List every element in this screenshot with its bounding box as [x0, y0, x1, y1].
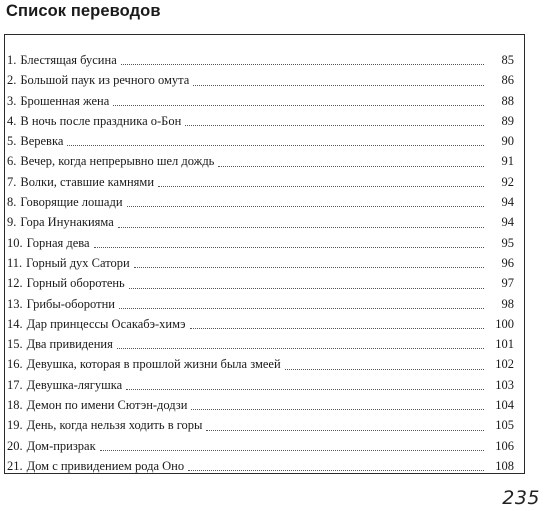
toc-entry: [7, 415, 514, 435]
toc-entry: [7, 456, 514, 476]
entry-page: 105: [495, 418, 514, 433]
entry-page: 92: [501, 174, 514, 189]
entry-page: 96: [501, 255, 514, 270]
entry-page: 102: [495, 357, 514, 372]
dot-leader: [185, 125, 484, 126]
entry-title: Грибы-оборотни: [26, 296, 115, 311]
toc-entry: [7, 314, 514, 334]
entry-title: Блестящая бусина: [20, 53, 117, 67]
entry-number: 18.: [7, 398, 23, 413]
entry-page: 95: [501, 235, 514, 250]
entry-title: Брошенная жена: [20, 93, 110, 108]
entry-number: 12.: [7, 276, 23, 291]
toc-entry: [7, 253, 514, 273]
entry-page: 97: [501, 276, 514, 291]
entry-page: 91: [501, 154, 514, 169]
toc-entry: [7, 50, 514, 70]
dot-leader: [118, 227, 484, 228]
dot-leader: [126, 389, 484, 390]
entry-number: 4.: [7, 113, 17, 128]
page-number: 235: [502, 487, 540, 509]
entry-title: Гора Инунакияма: [20, 215, 114, 230]
entry-page: 98: [501, 296, 514, 311]
dot-leader: [119, 308, 484, 309]
entry-title: Волки, ставшие камнями: [20, 174, 155, 189]
toc-entry: [7, 334, 514, 354]
entry-title: Дом-призрак: [26, 438, 96, 453]
entry-number: 9.: [7, 215, 17, 230]
toc-entry: [7, 354, 514, 374]
entry-title: Девушка, которая в прошлой жизни была змеей: [26, 357, 281, 372]
toc-entry: [7, 91, 514, 111]
entry-title: В ночь после праздника о-Бон: [20, 113, 182, 128]
toc-entry: [7, 375, 514, 395]
toc-entry: [7, 151, 514, 171]
entry-number: 11.: [7, 255, 23, 270]
entry-page: 85: [501, 53, 514, 67]
entry-page: 94: [501, 215, 514, 230]
entry-number: 20.: [7, 438, 23, 453]
dot-leader: [218, 166, 484, 167]
entry-number: 8.: [7, 195, 17, 210]
entry-page: 86: [501, 73, 514, 88]
dot-leader: [188, 470, 484, 471]
entry-title: Дар принцессы Осакабэ-химэ: [26, 316, 186, 331]
page-heading: Список переводов: [6, 2, 161, 20]
entry-number: 2.: [7, 73, 17, 88]
entry-page: 89: [501, 113, 514, 128]
entry-page: 106: [495, 438, 514, 453]
toc-entry: [7, 172, 514, 192]
entry-number: 16.: [7, 357, 23, 372]
dot-leader: [134, 267, 484, 268]
toc-entry: [7, 436, 514, 456]
dot-leader: [127, 206, 484, 207]
entry-number: 6.: [7, 154, 17, 169]
dot-leader: [129, 288, 484, 289]
entry-title: Дом с привидением рода Оно: [26, 458, 185, 473]
entry-title: Демон по имени Сютэн-додзи: [26, 398, 188, 413]
entry-page: 94: [501, 195, 514, 210]
toc-entry: [7, 273, 514, 293]
entry-title: Горный дух Сатори: [26, 255, 130, 270]
entry-page: 100: [495, 316, 514, 331]
dot-leader: [67, 145, 484, 146]
toc-entry: [7, 192, 514, 212]
entry-title: Вечер, когда непрерывно шел дождь: [20, 154, 215, 169]
dot-leader: [206, 430, 484, 431]
entry-number: 13.: [7, 296, 23, 311]
entry-page: 108: [495, 458, 514, 473]
entry-number: 1.: [7, 53, 17, 67]
entry-title: Веревка: [20, 134, 64, 149]
dot-leader: [285, 369, 484, 370]
dot-leader: [121, 64, 484, 65]
dot-leader: [190, 328, 484, 329]
dot-leader: [191, 409, 484, 410]
entry-number: 5.: [7, 134, 17, 149]
entry-number: 7.: [7, 174, 17, 189]
entry-title: Большой паук из речного омута: [20, 73, 190, 88]
entry-title: Горный оборотень: [26, 276, 125, 291]
entry-page: 104: [495, 398, 514, 413]
entry-title: Горная дева: [26, 235, 90, 250]
entry-number: 14.: [7, 316, 23, 331]
table-of-contents: [7, 50, 514, 476]
entry-number: 21.: [7, 458, 23, 473]
dot-leader: [117, 348, 484, 349]
dot-leader: [113, 105, 484, 106]
entry-number: 17.: [7, 377, 23, 392]
entry-title: День, когда нельзя ходить в горы: [26, 418, 203, 433]
entry-number: 3.: [7, 93, 17, 108]
entry-page: 90: [501, 134, 514, 149]
entry-title: Говорящие лошади: [20, 195, 123, 210]
dot-leader: [193, 85, 484, 86]
entry-page: 101: [495, 337, 514, 352]
entry-page: 103: [495, 377, 514, 392]
entry-title: Девушка-лягушка: [26, 377, 123, 392]
entry-title: Два привидения: [26, 337, 113, 352]
toc-entry: [7, 212, 514, 232]
toc-entry: [7, 294, 514, 314]
entry-number: 10.: [7, 235, 23, 250]
toc-entry: [7, 70, 514, 90]
dot-leader: [94, 247, 484, 248]
entry-number: 15.: [7, 337, 23, 352]
toc-entry: [7, 111, 514, 131]
dot-leader: [100, 450, 484, 451]
entry-page: 88: [501, 93, 514, 108]
toc-entry: [7, 233, 514, 253]
dot-leader: [158, 186, 484, 187]
toc-entry: [7, 131, 514, 151]
entry-number: 19.: [7, 418, 23, 433]
toc-entry: [7, 395, 514, 415]
